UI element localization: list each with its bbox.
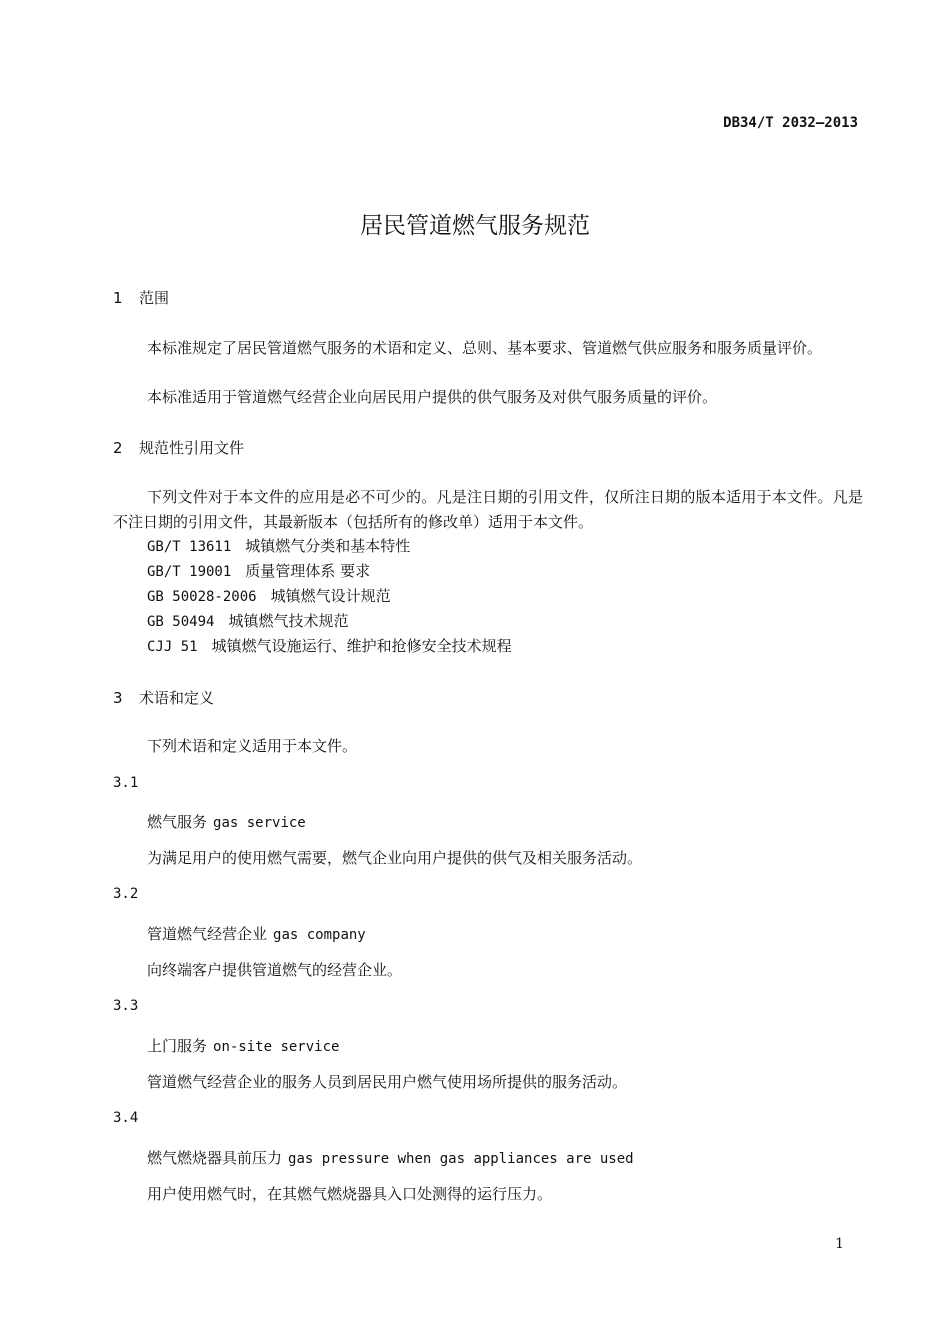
term-heading: [147, 923, 366, 944]
clause-number: 3.2: [113, 886, 139, 902]
document-title: 居民管道燃气服务规范: [360, 213, 590, 239]
reference-item: [147, 610, 348, 631]
section-title: 规范性引用文件: [139, 439, 245, 457]
section-title: 范围: [139, 289, 170, 307]
reference-item: [147, 585, 391, 606]
reference-code: GB 50494: [147, 614, 215, 630]
reference-code: GB/T 13611: [147, 539, 232, 555]
standard-code: DB34/T 2032—2013: [723, 115, 858, 131]
reference-item: [147, 635, 512, 656]
section-number: 1: [113, 289, 123, 307]
term-en: gas service: [213, 815, 306, 831]
clause-number: 3.1: [113, 775, 139, 791]
reference-item: [147, 560, 370, 581]
page-number: 1: [835, 1236, 844, 1252]
term-en: on-site service: [213, 1039, 340, 1055]
term-definition: 用户使用燃气时，在其燃气燃烧器具入口处测得的运行压力。: [147, 1185, 553, 1203]
term-zh: 上门服务: [147, 1037, 208, 1055]
term-zh: 燃气服务: [147, 813, 208, 831]
term-definition: 管道燃气经营企业的服务人员到居民用户燃气使用场所提供的服务活动。: [147, 1073, 628, 1091]
section-number: 3: [113, 689, 123, 707]
term-en: gas company: [273, 927, 366, 943]
section-heading-terms-and-definitions: [113, 687, 214, 708]
term-heading: [147, 811, 306, 832]
section-heading-scope: [113, 287, 169, 308]
section-number: 2: [113, 439, 123, 457]
term-en: gas pressure when gas appliances are used: [288, 1151, 634, 1167]
term-zh: 管道燃气经营企业: [147, 925, 268, 943]
references-intro-paragraph: 下列文件对于本文件的应用是必不可少的。凡是注日期的引用文件，仅所注日期的版本适用于本文件。凡是不注日期的引用文件，其最新版本（包括所有的修改单）适用于本文件。: [113, 488, 863, 531]
reference-item: [147, 535, 410, 556]
reference-title: 城镇燃气技术规范: [228, 612, 349, 630]
reference-code: CJJ 51: [147, 639, 198, 655]
reference-title: 质量管理体系 要求: [245, 562, 371, 580]
term-heading: [147, 1147, 634, 1168]
clause-number: 3.4: [113, 1110, 139, 1126]
reference-title: 城镇燃气设施运行、维护和抢修安全技术规程: [211, 637, 512, 655]
term-zh: 燃气燃烧器具前压力: [147, 1149, 283, 1167]
reference-code: GB 50028-2006: [147, 589, 257, 605]
scope-paragraph-1: 本标准规定了居民管道燃气服务的术语和定义、总则、基本要求、管道燃气供应服务和服务质量评价。: [147, 339, 823, 357]
section-heading-normative-references: [113, 437, 244, 458]
scope-paragraph-2: 本标准适用于管道燃气经营企业向居民用户提供的供气服务及对供气服务质量的评价。: [147, 388, 718, 406]
term-definition: 为满足用户的使用燃气需要，燃气企业向用户提供的供气及相关服务活动。: [147, 849, 643, 867]
reference-title: 城镇燃气设计规范: [270, 587, 391, 605]
reference-title: 城镇燃气分类和基本特性: [245, 537, 411, 555]
term-definition: 向终端客户提供管道燃气的经营企业。: [147, 961, 403, 979]
section-title: 术语和定义: [139, 689, 215, 707]
term-heading: [147, 1035, 339, 1056]
terms-intro: 下列术语和定义适用于本文件。: [147, 737, 358, 755]
clause-number: 3.3: [113, 998, 139, 1014]
reference-code: GB/T 19001: [147, 564, 232, 580]
